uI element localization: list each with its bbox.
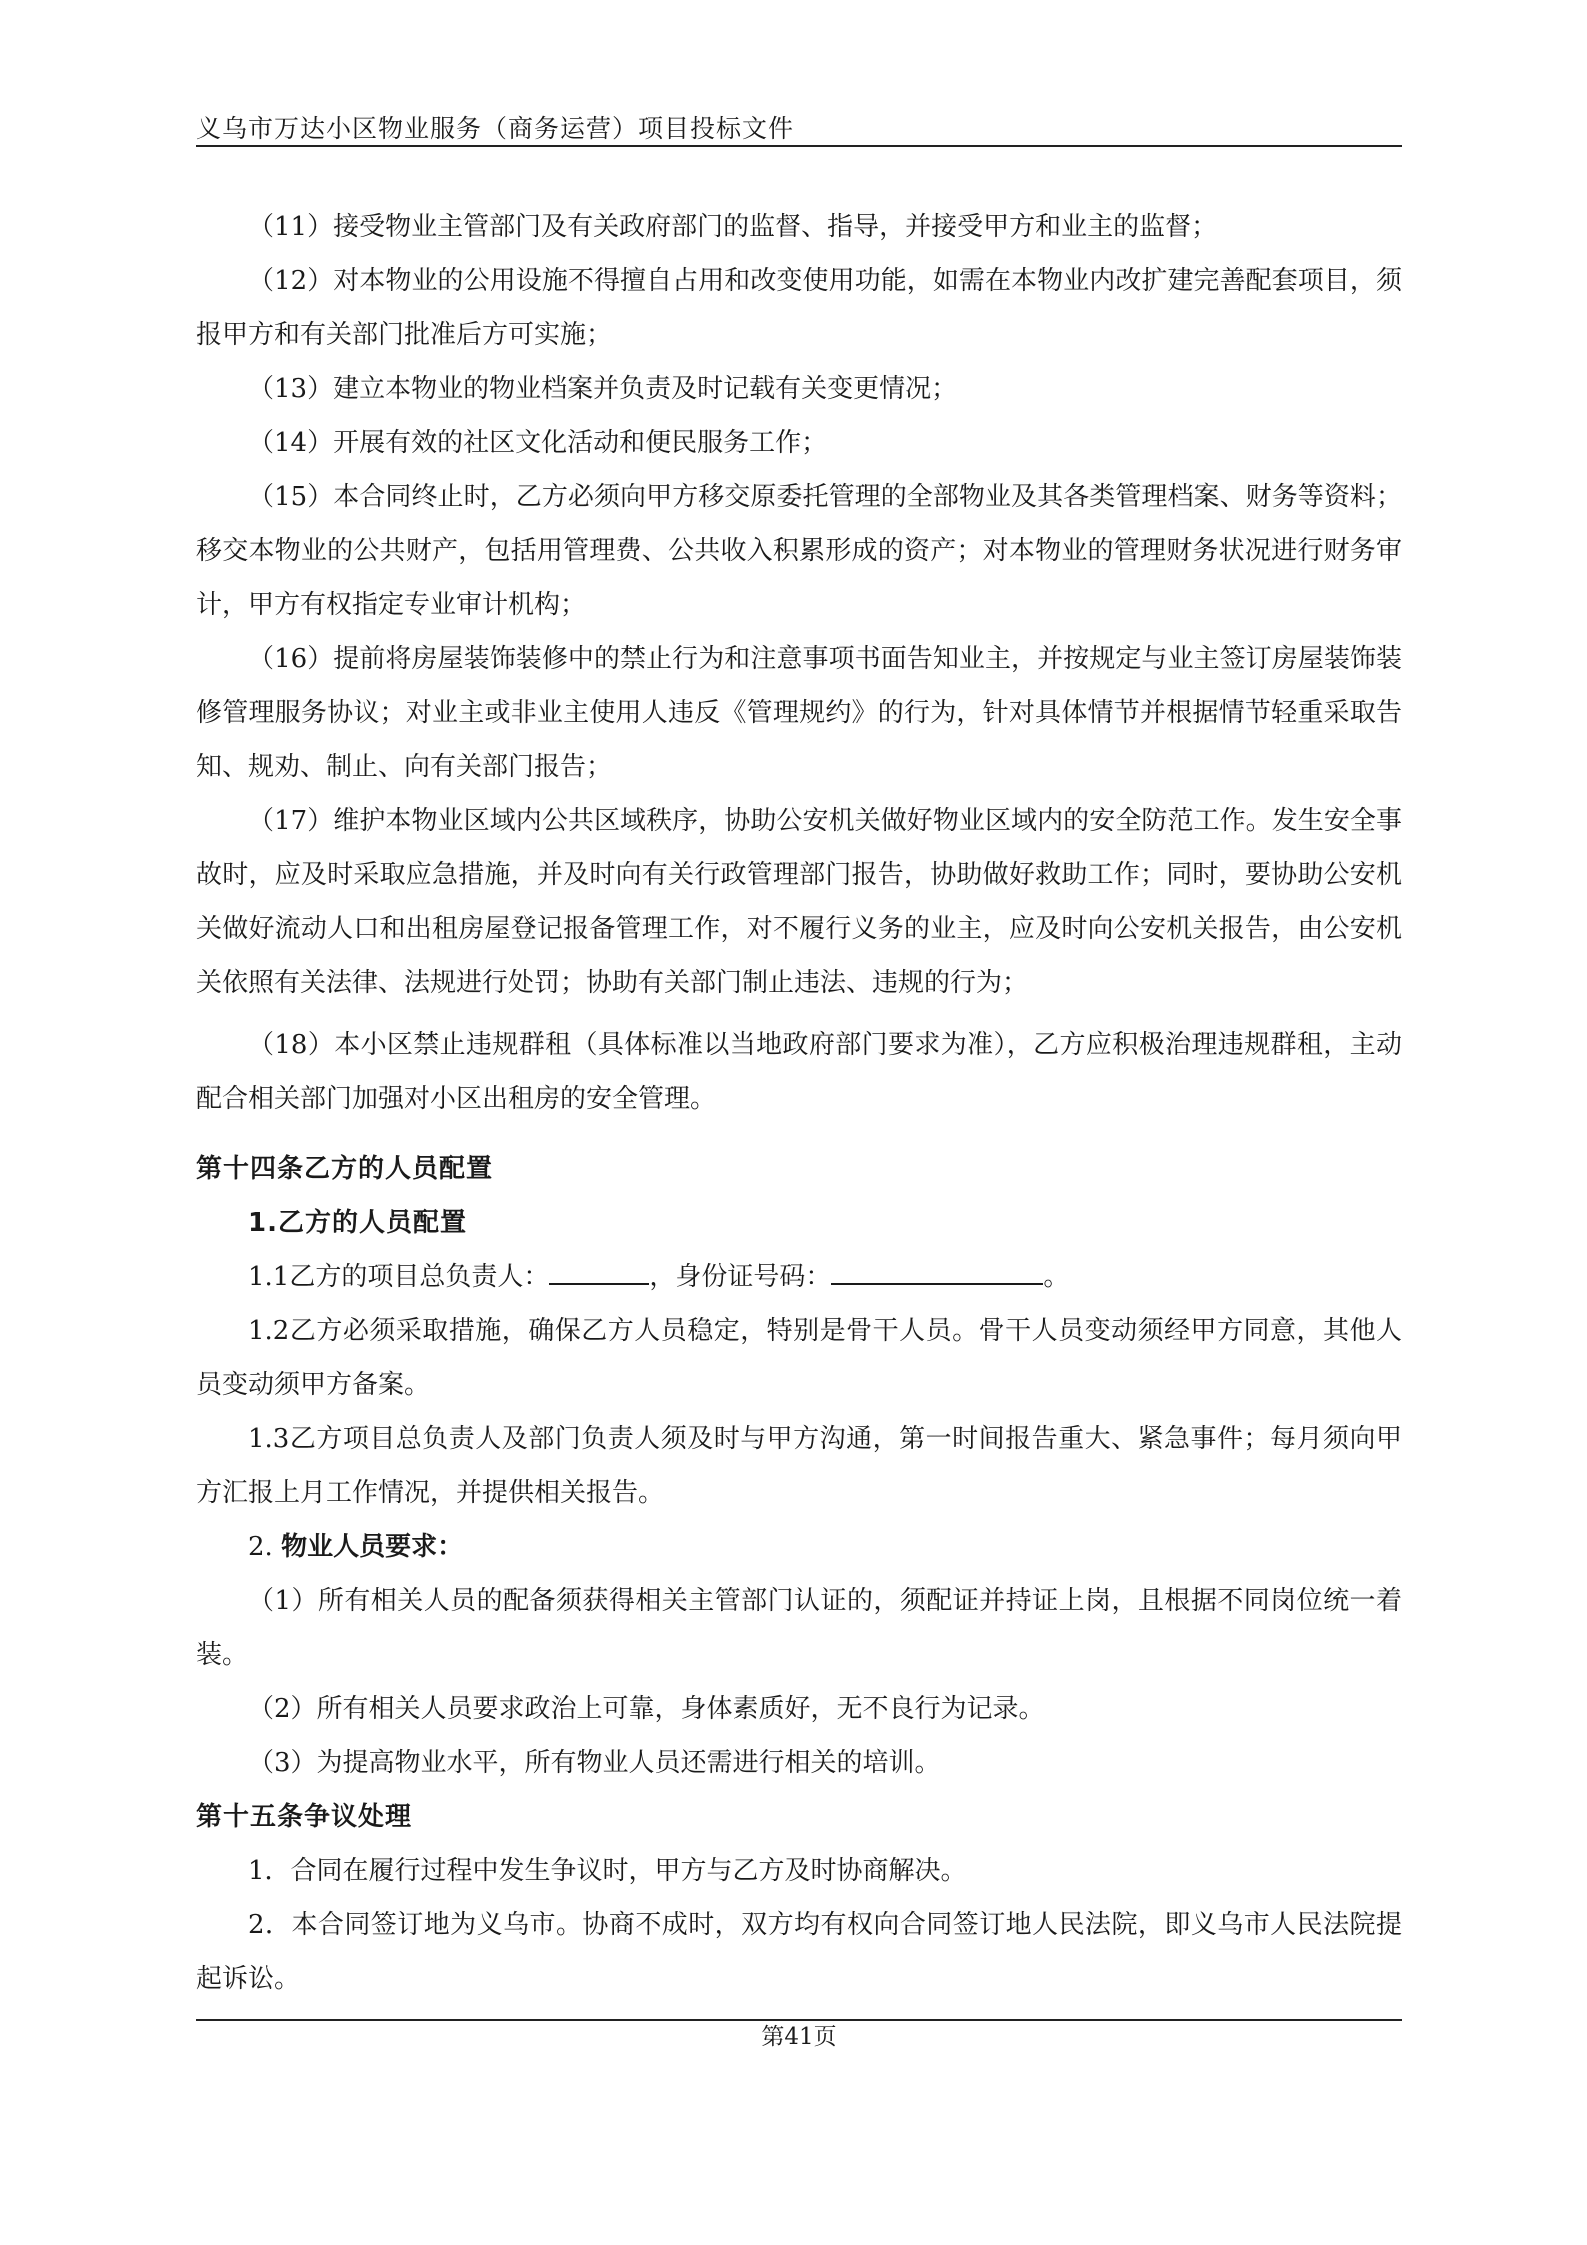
article-14-item-1-1 [196,1250,1402,1304]
document-header-title: 义乌市万达小区物业服务（商务运营）项目投标文件 [196,114,795,143]
item-1-1-id-label: ，身份证号码： [649,1262,832,1292]
document-body [196,200,1402,2006]
clause-14: （14）开展有效的社区文化活动和便民服务工作； [248,428,828,458]
article-14-item-1-3: 1.3乙方项目总负责人及部门负责人须及时与甲方沟通，第一时间报告重大、紧急事件；每月须向甲方汇报上月工作情况，并提供相关报告。 [196,1424,1402,1508]
sub2-number: 2. [248,1532,282,1562]
clause-15: （15）本合同终止时，乙方必须向甲方移交原委托管理的全部物业及其各类管理档案、财务等资料；移交本物业的公共财产，包括用管理费、公共收入积累形成的资产；对本物业的管理财务状况进行财务审计，甲方有权指定专业审计机构； [196,482,1402,620]
page-number: 第41页 [761,2024,837,2050]
item-1-1-end: 。 [1043,1262,1070,1292]
article-14-sub1-heading: 1.乙方的人员配置 [248,1208,467,1238]
clause-17: （17）维护本物业区域内公共区域秩序，协助公安机关做好物业区域内的安全防范工作。发生安全事故时，应及时采取应急措施，并及时向有关行政管理部门报告，协助做好救助工作；同时，要协助公安机关做好流动人口和出租房屋登记报备管理工作，对不履行义务的业主，应及时向公安机关报告，由公安机关依照有关法律、法规进行处罚；协助有关部门制止违法、违规的行为； [196,806,1402,998]
requirement-2: （2）所有相关人员要求政治上可靠，身体素质好，无不良行为记录。 [248,1694,1045,1724]
article-14-item-1-2: 1.2乙方必须采取措施，确保乙方人员稳定，特别是骨干人员。骨干人员变动须经甲方同意，其他人员变动须甲方备案。 [196,1316,1402,1400]
sub2-title: 物业人员要求： [281,1532,464,1562]
footer-divider [196,2019,1402,2021]
item-1-1-label: 1.1乙方的项目总负责人： [248,1262,550,1292]
id-number-blank [831,1253,1043,1285]
article-14-sub2-heading [196,1520,1402,1574]
clause-11: （11）接受物业主管部门及有关政府部门的监督、指导，并接受甲方和业主的监督； [248,212,1218,242]
article-15-item-2: 2．本合同签订地为义乌市。协商不成时，双方均有权向合同签订地人民法院，即义乌市人民法院提起诉讼。 [196,1910,1402,1994]
article-15-item-1: 1．合同在履行过程中发生争议时，甲方与乙方及时协商解决。 [248,1856,967,1886]
clause-13: （13）建立本物业的物业档案并负责及时记载有关变更情况； [248,374,958,404]
clause-18: （18）本小区禁止违规群租（具体标准以当地政府部门要求为准），乙方应积极治理违规群租，主动配合相关部门加强对小区出租房的安全管理。 [196,1030,1402,1114]
header-divider [196,145,1402,147]
article-14-heading: 第十四条乙方的人员配置 [196,1154,494,1184]
clause-16: （16）提前将房屋装饰装修中的禁止行为和注意事项书面告知业主，并按规定与业主签订房屋装饰装修管理服务协议；对业主或非业主使用人违反《管理规约》的行为，针对具体情节并根据情节轻重采取告知、规劝、制止、向有关部门报告； [196,644,1402,782]
article-15-heading: 第十五条争议处理 [196,1802,413,1832]
requirement-1: （1）所有相关人员的配备须获得相关主管部门认证的，须配证并持证上岗，且根据不同岗位统一着装。 [196,1586,1402,1670]
requirement-3: （3）为提高物业水平，所有物业人员还需进行相关的培训。 [248,1748,941,1778]
clause-12: （12）对本物业的公用设施不得擅自占用和改变使用功能，如需在本物业内改扩建完善配套项目，须报甲方和有关部门批准后方可实施； [196,266,1402,350]
project-manager-name-blank [549,1253,649,1285]
